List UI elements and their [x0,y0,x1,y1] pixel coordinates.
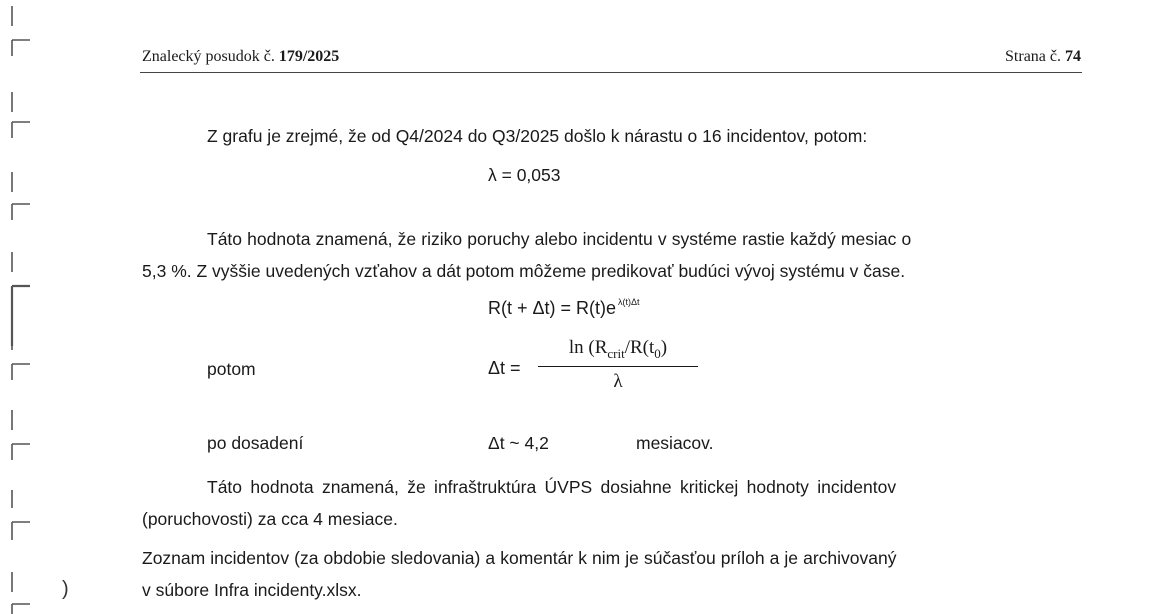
fraction-numerator-sub-crit: crit [607,345,625,361]
text-paragraph2-line2: (poruchovosti) za cca 4 mesiace. [142,509,398,529]
text-paragraph3-line2: v súbore Infra incidenty.xlsx. [142,580,362,600]
reliability-formula-main: R(t + Δt) = R(t)e [488,298,617,318]
reliability-formula-exponent: λ(t)Δt [618,297,640,307]
delta-t-fraction [538,337,698,393]
text-paragraph3-line1: Zoznam incidentov (za obdobie sledovania) a komentár k nim je súčasťou príloh a je archivovaný [142,548,897,568]
text-line-graph: Z grafu je zrejmé, že od Q4/2024 do Q3/2025 došlo k nárastu o 16 incidentov, potom: [207,126,868,146]
header-document-number: 179/2025 [278,48,340,65]
text-paragraph1-line1: Táto hodnota znamená, že riziko poruchy alebo incidentu v systéme rastie každý mesiac o [207,229,912,249]
fraction-numerator-suffix: ) [660,337,668,358]
result-unit: mesiacov. [636,433,714,453]
header-title-prefix: Znalecký posudok č. [142,48,275,65]
delta-t-equals: Δt = [488,358,521,378]
text-paragraph1-line2: 5,3 %. Z vyššie uvedených vzťahov a dát potom môžeme predikovať budúci vývoj systému v čase. [142,261,906,281]
header-page-number [1005,48,1081,66]
lambda-equation: λ = 0,053 [488,165,561,185]
fraction-denominator: λ [613,371,623,393]
header-page-value: 74 [1065,48,1081,65]
binding-marks [0,0,40,614]
fraction-numerator-sub-zero: 0 [654,345,661,361]
margin-bracket-mark: ) [62,578,69,600]
label-po-dosadeni: po dosadení [207,433,304,453]
fraction-numerator-prefix: ln (R [568,337,608,358]
header-rule [140,72,1082,73]
result-value: Δt ~ 4,2 [488,433,549,453]
fraction-numerator [567,337,669,366]
text-paragraph2-line1: Táto hodnota znamená, že infraštruktúra ÚVPS dosiahne kritickej hodnoty incidentov [207,477,897,497]
reliability-formula [488,298,640,319]
label-potom: potom [207,359,256,379]
fraction-numerator-mid: /R(t [624,337,655,358]
header-page-prefix: Strana č. [1005,48,1061,65]
header-document-title [142,48,339,66]
